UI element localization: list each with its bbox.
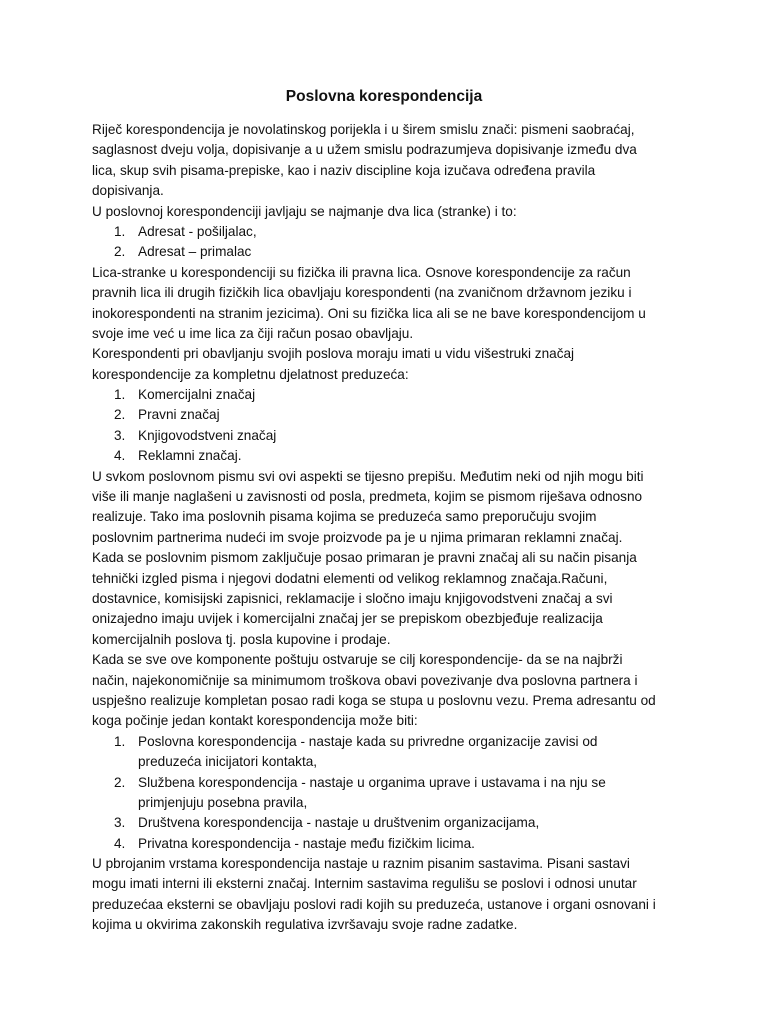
- list-item-number: 2.: [114, 407, 126, 423]
- numbered-list-list1: [92, 222, 682, 263]
- paragraph-p2: [92, 202, 682, 222]
- list-item-number: 1.: [114, 733, 126, 749]
- list-item: [92, 242, 682, 262]
- text-line: Kada se poslovnim pismom zaključuje posao primaran je pravni značaj ali su način pisanja: [92, 550, 637, 566]
- list-item-line: [92, 732, 682, 752]
- paragraph-p6: [92, 650, 682, 732]
- text-line: U svkom poslovnom pismu svi ovi aspekti se tijesno prepišu. Međutim neki od njih mogu biti: [92, 468, 644, 484]
- text-line: tehnički izgled pisma i njegovi dodatni elementi od velikog reklamnog značaja.Računi,: [92, 570, 608, 586]
- paragraph-p3: [92, 263, 682, 345]
- text-line: U poslovnoj korespondenciji javljaju se najmanje dva lica (stranke) i to:: [92, 203, 517, 219]
- text-line: način, najekonomičnije sa minimumom troškova obavi povezivanje dva poslovna partnera i: [92, 672, 638, 688]
- list-item-text: Poslovna korespondencija - nastaje kada su privredne organizacije zavisi od: [138, 733, 598, 749]
- list-item-line: [92, 242, 682, 262]
- document-title: Poslovna korespondencija: [285, 88, 483, 105]
- text-line: Lica-stranke u korespondenciji su fizička ili pravna lica. Osnove korespondencije za račun: [92, 264, 631, 280]
- text-line: kojima u okvirima zakonskih regulativa izvršavaju svoje radne zadatke.: [92, 917, 518, 933]
- list-item: [92, 732, 682, 773]
- list-item-line: [92, 222, 682, 242]
- list-item: [92, 834, 682, 854]
- list-item-text: Adresat – primalac: [138, 244, 252, 260]
- text-line: U pbrojanim vrstama korespondencija nastaje u raznim pisanim sastavima. Pisani sastavi: [92, 856, 630, 872]
- list-item: [92, 222, 682, 242]
- list-item-line: [92, 773, 682, 793]
- text-line: pravnih lica ili drugih fizičkih lica obavljaju korespondenti (na zvaničnom državnom jeziku i: [92, 285, 632, 301]
- list-item-number: 2.: [114, 244, 126, 260]
- list-item-line: [92, 813, 682, 833]
- text-line: onizajedno imaju uvijek i komercijalni značaj jer se prepiskom obezbjeđuje realizacija: [92, 611, 603, 627]
- paragraph-p7: [92, 854, 682, 936]
- list-item-text: Pravni značaj: [138, 407, 220, 423]
- list-item-line: [92, 426, 682, 446]
- text-line: više ili manje naglašeni u zavisnosti od posla, predmeta, kojim se pismom riješava odnosno: [92, 489, 643, 505]
- list-item-text: Adresat - pošiljalac,: [138, 223, 257, 239]
- text-line: dostavnice, komisijski zapisnici, reklamacije i sločno imaju knjigovodstveni značaj a svi: [92, 590, 613, 606]
- list-item-text: Privatna korespondencija - nastaje među fizičkim licima.: [138, 835, 475, 851]
- list-item-text: Knjigovodstveni značaj: [138, 427, 277, 443]
- text-line: Riječ korespondencija je novolatinskog porijekla i u širem smislu znači: pismeni saobraćaj,: [92, 122, 635, 137]
- list-item-text: Društvena korespondencija - nastaje u društvenim organizacijama,: [138, 815, 540, 831]
- list-item: [92, 813, 682, 833]
- list-item: [92, 446, 682, 466]
- list-item-text: Reklamni značaj.: [138, 448, 242, 464]
- list-item-line: [92, 446, 682, 466]
- text-line: dopisivanja.: [92, 183, 164, 199]
- text-line: lica, skup svih pisama-prepiske, kao i naziv discipline koja izučava određena pravila: [92, 162, 596, 178]
- paragraph-p1: [92, 120, 682, 202]
- text-line: saglasnost dveju volja, dopisivanje a u užem smislu podrazumjeva dopisivanje između dva: [92, 142, 637, 158]
- list-item-number: 1.: [114, 223, 126, 239]
- list-item-number: 2.: [114, 774, 126, 790]
- list-item-number: 1.: [114, 387, 126, 403]
- document-body: [92, 120, 682, 936]
- list-item: [92, 773, 682, 814]
- list-item-text: Službena korespondencija - nastaje u organima uprave i ustavama i na nju se: [138, 774, 606, 790]
- text-line: poslovnim partnerima nudeći im svoje proizvode pa je u njima primaran reklamni značaj.: [92, 529, 623, 545]
- text-line: realizuje. Tako ima poslovnih pisama kojima se preduzeća samo preporučuju svojim: [92, 509, 597, 525]
- text-line: koga počinje jedan kontakt korespondencija može biti:: [92, 713, 418, 729]
- list-item-number: 4.: [114, 835, 126, 851]
- list-item-line: preduzeća inicijatori kontakta,: [138, 754, 318, 770]
- numbered-list-list2: [92, 385, 682, 467]
- list-item-line: [92, 405, 682, 425]
- paragraph-p5: [92, 467, 682, 651]
- list-item-line: [92, 385, 682, 405]
- text-line: inokorespondenti na stranim jezicima). Oni su fizička lica ali se ne bave korespondencijom u: [92, 305, 646, 321]
- text-line: preduzećaa eksterni se obavljaju poslovi radi kojih su preduzeća, ustanove i organi osnovani i: [92, 896, 656, 912]
- list-item-line: primjenjuju posebna pravila,: [138, 794, 308, 810]
- list-item: [92, 385, 682, 405]
- text-line: mogu imati interni ili eksterni značaj. Internim sastavima regulišu se poslovi i odnosi unutar: [92, 876, 637, 892]
- numbered-list-list3: [92, 732, 682, 854]
- text-line: komercijalnih poslova tj. posla kupovine i prodaje.: [92, 631, 391, 647]
- list-item-number: 3.: [114, 815, 126, 831]
- paragraph-p4: [92, 344, 682, 385]
- text-line: korespondencije za kompletnu djelatnost preduzeća:: [92, 366, 409, 382]
- list-item-number: 3.: [114, 427, 126, 443]
- list-item-number: 4.: [114, 448, 126, 464]
- text-line: svoje ime već u ime lica za čiji račun posao obavljaju.: [92, 325, 414, 341]
- text-line: Korespondenti pri obavljanju svojih poslova moraju imati u vidu višestruki značaj: [92, 346, 575, 362]
- list-item-line: [92, 834, 682, 854]
- text-line: Kada se sve ove komponente poštuju ostvaruje se cilj korespondencije- da se na najbrži: [92, 652, 623, 668]
- text-line: uspješno realizuje kompletan posao radi koga se stupa u poslovnu vezu. Prema adresantu od: [92, 692, 656, 708]
- list-item: [92, 405, 682, 425]
- list-item: [92, 426, 682, 446]
- list-item-text: Komercijalni značaj: [138, 387, 256, 403]
